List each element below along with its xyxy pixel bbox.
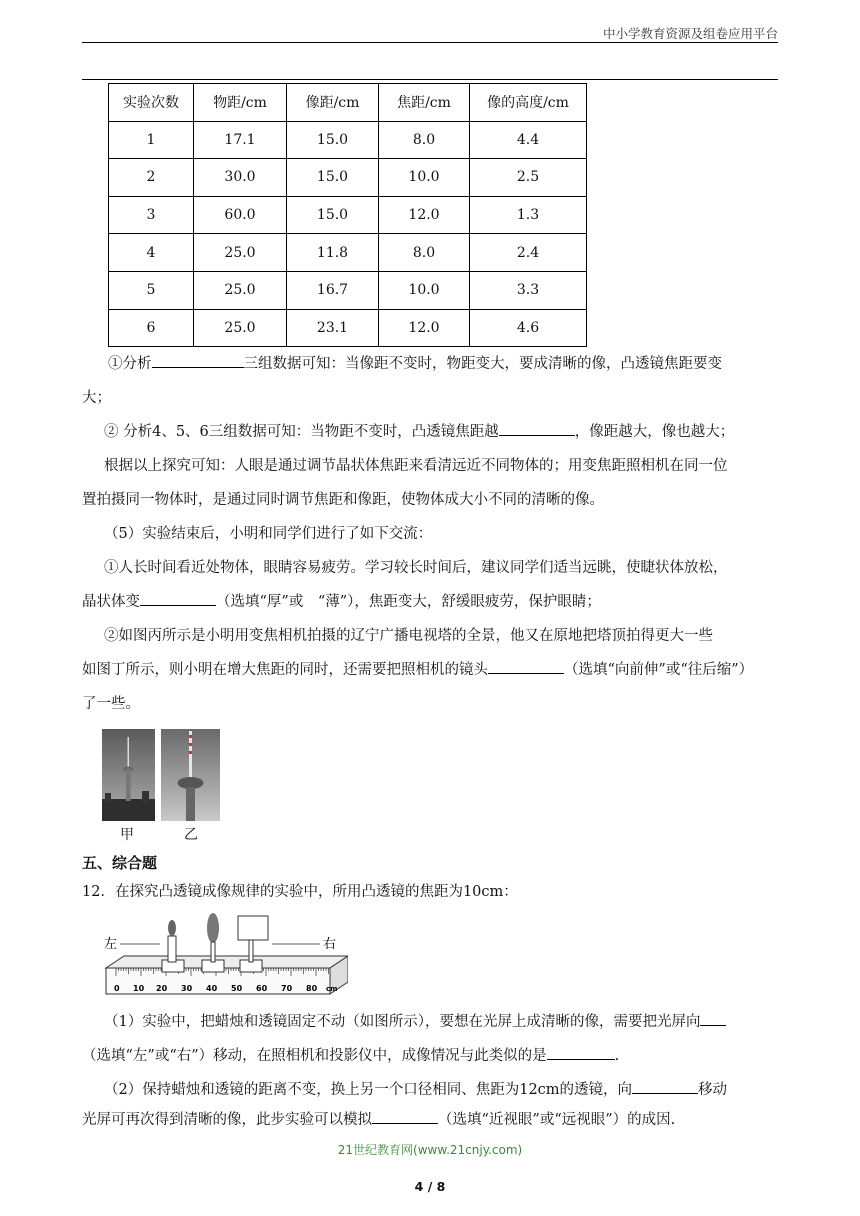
answer-blank[interactable] [372, 1109, 438, 1124]
candle-icon [162, 920, 184, 972]
table-cell: 60.0 [194, 196, 287, 234]
table-cell: 3 [109, 196, 194, 234]
table-cell: 17.1 [194, 121, 287, 159]
data-table [108, 83, 587, 347]
photo-caption: 甲 [120, 827, 134, 843]
table-header: 像距/cm [287, 84, 379, 122]
tick-label: 0 [114, 984, 120, 993]
table-header: 实验次数 [109, 84, 194, 122]
table-cell: 2.5 [470, 159, 587, 197]
tick-label: 40 [206, 984, 218, 993]
table-row [109, 159, 587, 197]
text-line: （1）实验中，把蜡烛和透镜固定不动（如图所示），要想在光屏上成清晰的像，需要把光屏向 [104, 1011, 800, 1033]
header-rule [82, 79, 778, 80]
page-header [82, 26, 778, 43]
table-cell: 5 [109, 271, 194, 309]
table-header: 焦距/cm [379, 84, 470, 122]
table-cell: 12.0 [379, 309, 470, 347]
photo-caption: 乙 [184, 827, 198, 843]
table-cell: 4.4 [470, 121, 587, 159]
text-line: 了一些。 [82, 696, 140, 712]
table-cell: 10.0 [379, 271, 470, 309]
text-line: ②如图丙所示是小明用变焦相机拍摄的辽宁广播电视塔的全景，他又在原地把塔顶拍得更大一些 [104, 628, 713, 644]
tick-label: 20 [156, 984, 168, 993]
answer-blank[interactable] [499, 421, 575, 436]
tick-label: 30 [181, 984, 193, 993]
section-title: 五、综合题 [82, 854, 158, 872]
table-row [109, 271, 587, 309]
table-cell: 1 [109, 121, 194, 159]
table-cell: 25.0 [194, 309, 287, 347]
table-cell: 1.3 [470, 196, 587, 234]
bench-right-label: 右 [323, 937, 337, 952]
tick-label: 50 [231, 984, 243, 993]
table-cell: 3.3 [470, 271, 587, 309]
text-line: （5）实验结束后，小明和同学们进行了如下交流： [104, 526, 433, 542]
text-line: ①分析 三组数据可知：当像距不变时，物距变大，要成清晰的像，凸透镜焦距要变 [108, 353, 804, 375]
table-cell: 4.6 [470, 309, 587, 347]
bench-left-label: 左 [104, 937, 118, 952]
text-line: 晶状体变 （选填“厚”或 “薄”），焦距变大，舒缓眼疲劳，保护眼睛； [82, 591, 778, 613]
table-cell: 10.0 [379, 159, 470, 197]
page-number: 4 / 8 [414, 1179, 446, 1194]
tick-label: 80 [306, 984, 318, 993]
table-cell: 23.1 [287, 309, 379, 347]
table-cell: 15.0 [287, 196, 379, 234]
tick-unit: cm [326, 985, 338, 993]
text-line: （2）保持蜡烛和透镜的距离不变，换上另一个口径相同、焦距为12cm的透镜，向 移动 [104, 1079, 800, 1101]
table-cell: 6 [109, 309, 194, 347]
answer-blank[interactable] [700, 1011, 726, 1026]
answer-blank[interactable] [488, 659, 564, 674]
table-cell: 8.0 [379, 121, 470, 159]
table-header: 像的高度/cm [470, 84, 587, 122]
answer-blank[interactable] [547, 1045, 615, 1060]
table-row [109, 196, 587, 234]
answer-blank[interactable] [140, 591, 216, 606]
text-line: ①人长时间看近处物体，眼睛容易疲劳。学习较长时间后，建议同学们适当远眺，使睫状体放松， [104, 560, 728, 576]
tower-photo-full [102, 729, 155, 821]
table-cell: 25.0 [194, 271, 287, 309]
text-line: 如图丁所示，则小明在增大焦距的同时，还需要把照相机的镜头 （选填“向前伸”或“往后缩”） [82, 659, 778, 681]
tick-label: 10 [133, 984, 145, 993]
table-header: 物距/cm [194, 84, 287, 122]
tick-label: 60 [256, 984, 268, 993]
text-line: 根据以上探究可知：人眼是通过调节晶状体焦距来看清远近不同物体的；用变焦距照相机在同一位 [104, 458, 728, 474]
question-stem: 12．在探究凸透镜成像规律的实验中，所用凸透镜的焦距为10cm： [82, 884, 518, 900]
footer-site[interactable]: 21世纪教育网(www.21cnjy.com) [337, 1143, 523, 1157]
answer-blank[interactable] [632, 1079, 698, 1094]
tower-photo-zoomed [161, 729, 220, 821]
lens-icon [202, 913, 224, 972]
table-row [109, 309, 587, 347]
answer-blank[interactable] [152, 353, 244, 368]
table-cell: 4 [109, 234, 194, 272]
table-cell: 25.0 [194, 234, 287, 272]
table-cell: 2.4 [470, 234, 587, 272]
platform-name: 中小学教育资源及组卷应用平台 [602, 26, 778, 41]
text-line: 光屏可再次得到清晰的像，此步实验可以模拟 （选填“近视眼”或“远视眼”）的成因. [82, 1109, 778, 1131]
text-line: 置拍摄同一物体时，是通过同时调节焦距和像距，使物体成大小不同的清晰的像。 [82, 492, 604, 508]
table-row [109, 234, 587, 272]
table-cell: 11.8 [287, 234, 379, 272]
tick-label: 70 [281, 984, 293, 993]
table-header-row [109, 84, 587, 122]
table-cell: 30.0 [194, 159, 287, 197]
table-cell: 8.0 [379, 234, 470, 272]
text-line: 大； [82, 390, 111, 406]
text-line: ② 分析4、5、6三组数据可知：当物距不变时，凸透镜焦距越 ，像距越大，像也越大； [104, 421, 800, 443]
table-cell: 15.0 [287, 121, 379, 159]
table-cell: 2 [109, 159, 194, 197]
table-cell: 12.0 [379, 196, 470, 234]
text-line: （选填“左”或“右”）移动，在照相机和投影仪中，成像情况与此类似的是 . [82, 1045, 778, 1067]
table-cell: 15.0 [287, 159, 379, 197]
table-row [109, 121, 587, 159]
table-cell: 16.7 [287, 271, 379, 309]
optical-bench-figure [102, 912, 348, 1000]
